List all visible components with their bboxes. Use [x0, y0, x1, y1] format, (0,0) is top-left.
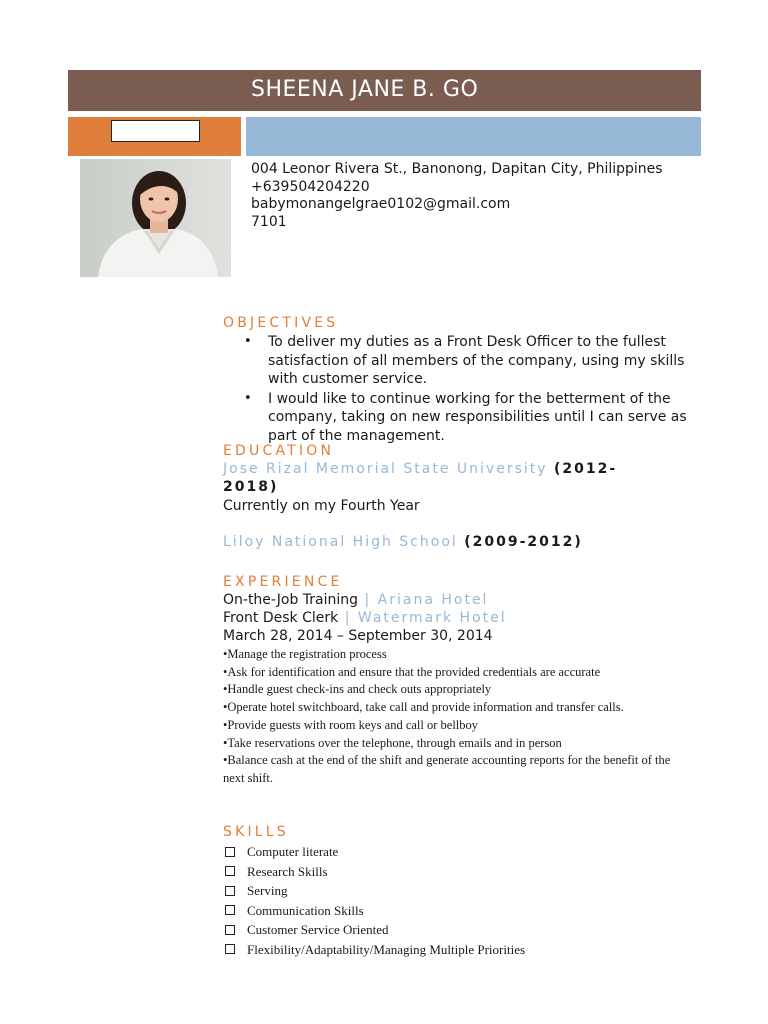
checkbox-icon: [225, 925, 235, 935]
education-heading: EDUCATION: [223, 443, 335, 459]
checkbox-icon: [225, 866, 235, 876]
list-item: [223, 862, 525, 882]
checkbox-icon: [225, 886, 235, 896]
duties-list: [223, 646, 683, 788]
school-note: Currently on my Fourth Year: [223, 498, 420, 514]
skills-heading: SKILLS: [223, 824, 289, 840]
list-item: [223, 940, 525, 960]
list-item: •Take reservations over the telephone, through emails and in person: [223, 735, 562, 750]
job-entry: [223, 592, 488, 608]
school-years: 2018): [223, 479, 279, 495]
address-text: 004 Leonor Rivera St., Banonong, Dapitan City, Philippines: [251, 161, 663, 177]
list-item: •Ask for identification and ensure that the provided credentials are accurate: [223, 664, 601, 679]
school-years-cont: [223, 479, 278, 495]
list-item: •Provide guests with room keys and call or bellboy: [223, 717, 479, 732]
blank-box: [111, 120, 200, 142]
skill-text: Flexibility/Adaptability/Managing Multiple Priorities: [247, 941, 526, 957]
objective-text: To deliver my duties as a Front Desk Officer to the fullest satisfaction of all members of the company, using my skills with customer service.: [268, 334, 685, 387]
list-item: •Balance cash at the end of the shift and generate accounting reports for the benefit of the next shift.: [223, 753, 671, 785]
portrait-image: [80, 159, 231, 277]
school-name: Jose Rizal Memorial State University: [223, 461, 548, 477]
job-role: On-the-Job Training: [223, 592, 359, 608]
checkbox-icon: [225, 944, 235, 954]
experience-heading: EXPERIENCE: [223, 574, 343, 590]
bullet-icon: •: [244, 334, 252, 349]
skill-text: Serving: [247, 883, 288, 898]
skill-text: Customer Service Oriented: [247, 922, 389, 937]
list-item: •Manage the registration process: [223, 647, 387, 661]
job-role: Front Desk Clerk: [223, 610, 339, 626]
objectives-heading: OBJECTIVES: [223, 315, 339, 331]
objective-text: I would like to continue working for the betterment of the company, taking on new responsibilities until I can serve as part of the management.: [268, 390, 687, 444]
list-item: [223, 842, 525, 862]
checkbox-icon: [225, 847, 235, 857]
bullet-icon: •: [244, 390, 252, 406]
list-item: [244, 390, 704, 446]
job-dates: March 28, 2014 – September 30, 2014: [223, 628, 493, 644]
list-item: •Operate hotel switchboard, take call and provide information and transfer calls.: [223, 700, 624, 715]
school-name: Liloy National High School: [223, 534, 458, 550]
school-entry: [223, 534, 583, 550]
list-item: [223, 881, 525, 901]
job-company: Ariana Hotel: [377, 592, 489, 608]
school-years: (2012-: [553, 461, 618, 477]
school-years: (2009-2012): [464, 534, 583, 550]
contact-info: [251, 161, 663, 231]
list-item: [244, 333, 704, 389]
job-company: Watermark Hotel: [357, 610, 507, 626]
accent-bar-blue: [246, 117, 701, 156]
checkbox-icon: [225, 905, 235, 915]
skill-text: Computer literate: [247, 844, 339, 859]
list-item: •Handle guest check-ins and check outs appropriately: [223, 682, 492, 697]
skill-text: Communication Skills: [247, 902, 364, 918]
email-text: babymonangelgrae0102@gmail.com: [251, 196, 511, 212]
job-separator: |: [358, 592, 378, 608]
applicant-name: SHEENA JANE B. GO: [251, 77, 479, 102]
list-item: [223, 920, 525, 940]
school-entry: [223, 461, 617, 477]
skill-text: Research Skills: [247, 863, 328, 879]
job-entry: [223, 610, 507, 626]
job-separator: |: [338, 610, 358, 626]
phone-text: +639504204220: [251, 178, 370, 195]
zip-text: 7101: [251, 213, 287, 230]
objectives-list: [244, 333, 704, 446]
profile-photo: [80, 159, 231, 277]
skills-list: [223, 842, 525, 959]
list-item: [223, 901, 525, 921]
